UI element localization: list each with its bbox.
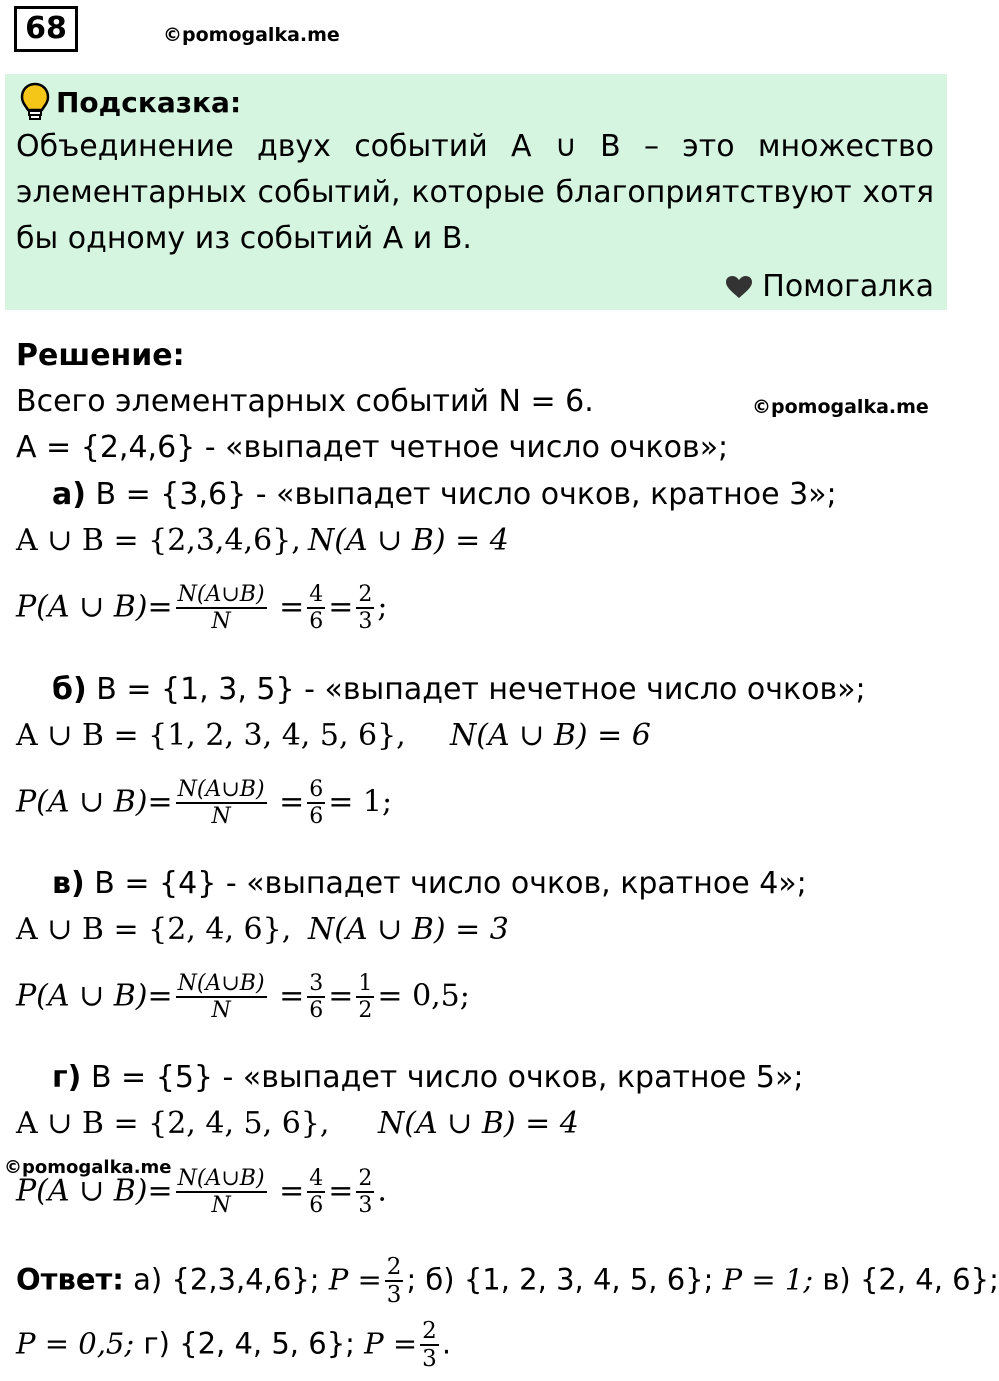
answer-a-p: P = [328, 1262, 382, 1297]
hint-line-2: элементарных событий, которые благоприятствуют хотя [16, 175, 934, 210]
part-b-count: N(A ∪ B) = 6 [450, 718, 651, 753]
part-c-event-b: B = {4} - «выпадет число очков, кратное 4»; [94, 866, 807, 901]
frac-num: 2 [420, 1318, 439, 1346]
frac-den: 2 [358, 998, 373, 1024]
frac-num: 6 [307, 777, 325, 804]
part-c-event [52, 861, 807, 907]
frac-den: 3 [358, 609, 373, 635]
event-a: A = {2,4,6} - «выпадет четное число очков»; [16, 430, 729, 465]
solution-intro: Всего элементарных событий N = 6. [16, 384, 594, 419]
watermark-2: ©pomogalka.me [752, 396, 929, 418]
part-d-event-b: B = {5} - «выпадет число очков, кратное 5»; [90, 1060, 804, 1095]
watermark: ©pomogalka.me [163, 24, 340, 46]
part-c-union: A ∪ B = {2, 4, 6}, [16, 912, 292, 947]
part-a-probability: P(A ∪ B)= $\frac{N(A\cup B)}{N}$ = $\frac{4}{6}$ = $\frac{2}{3}$ ; [16, 582, 388, 635]
prob-lhs: P(A ∪ B)= [16, 978, 173, 1014]
answer-line-1 [16, 1254, 999, 1309]
frac-den: N [211, 1193, 231, 1219]
prob-lhs: P(A ∪ B)= [16, 1173, 173, 1209]
part-b-event-b: B = {1, 3, 5} - «выпадет нечетное число очков»; [96, 672, 866, 707]
frac-num: 3 [307, 971, 325, 998]
frac-num: 1 [356, 971, 374, 998]
frac-den: 6 [309, 1193, 324, 1219]
watermark-3: ©pomogalka.me [4, 1157, 172, 1178]
part-c-label: в) [52, 866, 85, 901]
part-d-event [52, 1055, 803, 1101]
part-a-event-b: B = {3,6} - «выпадет число очков, кратное 3»; [95, 477, 837, 512]
answer-a: а) {2,3,4,6}; [133, 1262, 320, 1297]
frac-den: 6 [309, 804, 324, 830]
prob-tail: = 1; [328, 784, 393, 820]
lightbulb-icon [20, 82, 50, 122]
part-d-union: A ∪ B = {2, 4, 5, 6}, [16, 1106, 330, 1141]
answer-b-p: P = 1; [722, 1262, 814, 1297]
part-b-event [52, 667, 866, 713]
answer-c-p: P = 0,5; [16, 1326, 135, 1361]
task-number: 68 [14, 6, 78, 52]
part-d-label: г) [52, 1060, 82, 1095]
answer-end: . [441, 1326, 452, 1361]
prob-tail: ; [377, 589, 388, 625]
answer-d: г) {2, 4, 5, 6}; [143, 1326, 355, 1361]
frac-den: 6 [309, 998, 324, 1024]
prob-lhs: P(A ∪ B)= [16, 784, 173, 820]
frac-den: N [211, 998, 231, 1024]
frac-num: 2 [385, 1254, 404, 1282]
part-a-count: N(A ∪ B) = 4 [308, 523, 509, 558]
frac-num: N(A∪B) [176, 971, 267, 998]
part-b-probability: P(A ∪ B)= $\frac{N(A\cup B)}{N}$ = $\frac{6}{6}$ = 1; [16, 777, 393, 830]
solution-heading: Решение: [16, 338, 185, 373]
frac-den: N [211, 804, 231, 830]
frac-den: N [211, 609, 231, 635]
brand-name: Помогалка [762, 269, 934, 304]
prob-lhs: P(A ∪ B)= [16, 589, 173, 625]
frac-den: 6 [309, 609, 324, 635]
hint-line-1: Объединение двух событий A ∪ B – это множество [16, 129, 934, 164]
frac-num: N(A∪B) [176, 1166, 267, 1193]
heart-icon [725, 275, 753, 299]
frac-num: N(A∪B) [176, 777, 267, 804]
hint-brand [725, 264, 934, 310]
frac-num: N(A∪B) [176, 582, 267, 609]
frac-den: 3 [422, 1346, 437, 1373]
part-b-union: A ∪ B = {1, 2, 3, 4, 5, 6}, [16, 718, 406, 753]
prob-tail: = 0,5; [377, 978, 470, 1014]
answer-d-p: P = [364, 1326, 418, 1361]
prob-tail: . [377, 1173, 387, 1209]
frac-num: 2 [356, 1166, 374, 1193]
answer-b: ; б) {1, 2, 3, 4, 5, 6}; [406, 1262, 714, 1297]
frac-den: 3 [358, 1193, 373, 1219]
answer-line-2 [16, 1318, 451, 1373]
part-c-count: N(A ∪ B) = 3 [308, 912, 509, 947]
hint-title: Подсказка: [56, 86, 242, 119]
part-d-count: N(A ∪ B) = 4 [378, 1106, 579, 1141]
part-a-union: A ∪ B = {2,3,4,6}, [16, 523, 301, 558]
part-b-label: б) [52, 672, 87, 707]
part-d-probability: P(A ∪ B)= $\frac{N(A\cup B)}{N}$ = $\frac{4}{6}$ = $\frac{2}{3}$ . [16, 1166, 387, 1219]
answer-label: Ответ: [16, 1262, 124, 1297]
frac-den: 3 [386, 1282, 402, 1309]
part-a-event [52, 472, 837, 518]
answer-c: в) {2, 4, 6}; [822, 1262, 999, 1297]
frac-num: 4 [307, 1166, 325, 1193]
hint-line-3: бы одному из событий A и B. [16, 221, 472, 256]
frac-num: 2 [356, 582, 374, 609]
part-a-label: а) [52, 477, 86, 512]
part-c-probability: P(A ∪ B)= $\frac{N(A\cup B)}{N}$ = $\frac{3}{6}$ = $\frac{1}{2}$ = 0,5; [16, 971, 470, 1024]
frac-num: 4 [307, 582, 325, 609]
